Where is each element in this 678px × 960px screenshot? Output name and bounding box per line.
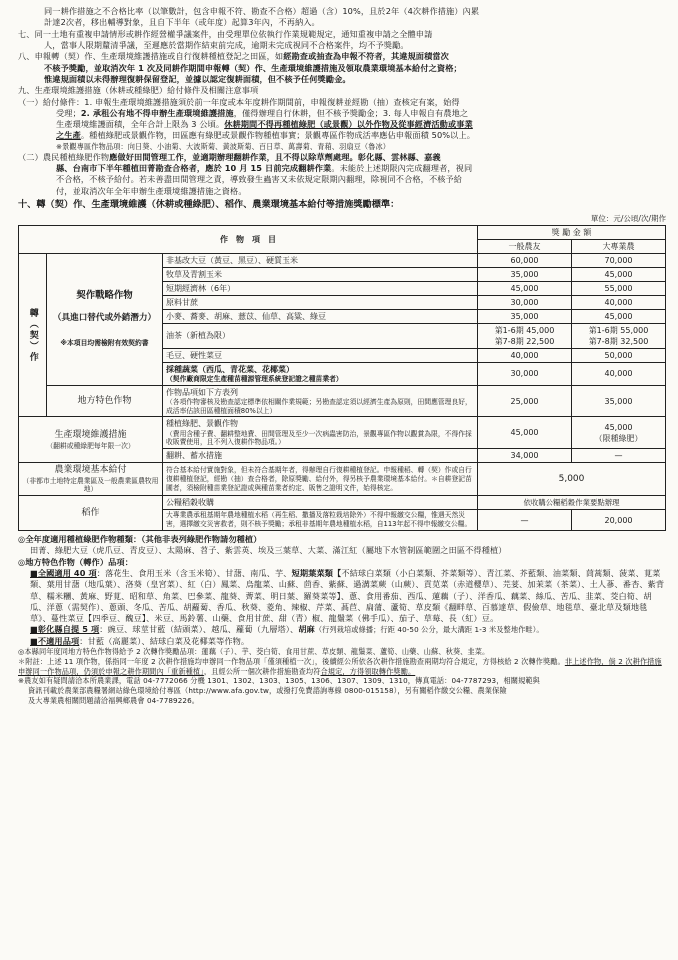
excluded-crops: ■不適用品項：甘藍（高麗菜）、結球白菜及花椰菜等作物。 [30,635,250,646]
table-header-row [19,225,666,239]
strategic-item: 採種蔬菜（西瓜、青花菜、花椰菜） （契作廠商限定生產種苗種源管理系統登記證之種苗業者） [163,362,478,385]
remark-note: ＊附註：上述 11 項作物，係指同一年度 2 次耕作措施均申辦同一作物品項「僅須種植一次」，後續經公所依各次耕作措施勘查兩期均符合規定，方得核給 2 次轉作獎勵。非上述作物，倘 2 次耕作措施申辦同一作物品項，仍須於申報之耕作期間內「重新種植」，且經公所一個次耕作措施勘查均符合規定，方得領取轉作獎勵。 [18,656,662,676]
table-row: 短期經濟林（6年） 45,000 55,000 [19,281,666,295]
rule-7-line1: 七、同一土地有重複申請情形或耕作經營權爭議案件，由受理單位依執行作業規範規定，通知重複申請之全體申請 [18,28,433,39]
green-manure-list: 田菁、綠肥大豆（虎爪豆、青皮豆）、太陽麻、苕子、紫雲英、埃及三葉草、大菜、滿江紅（屬地下水管制區範圍之田區不得種植） [30,545,507,556]
table-row: 油茶（新植為限） 第1-6期 45,000 第7-8期 22,500 第1-6期 55,000 第7-8期 32,500 [19,323,666,348]
strategic-item: 短期經濟林（6年） [163,281,478,295]
basic-payment-value: 5,000 [478,463,666,496]
basic-payment-text: 符合基本給付實施對象，但未符合基期年者，得辦理自行復耕種植登記。申報種稻、轉（契）作或自行復耕種植登記，經勘（抽）查合格者，除原獎勵、給付外，得另核予農業環境基本給付。＊自耕登記苗圃者，須檢附種苗業登記證或與種苗業者約定、販售之證明文件，始得核定。 [163,463,478,496]
strategic-item: 原料甘蔗 [163,295,478,309]
table-title: 十、轉（契）作、生產環境維護（休耕或種綠肥）、稻作、農業環境基本給付等措施獎勵標準： [18,198,400,210]
rice-item: 公糧稻穀收購 [163,496,478,510]
rule-9-2-line1: （二）農民種植綠肥作物應做好田間管理工作，並適期辦理翻耕作業，且不得以除草劑處理。彰化縣、雲林縣、嘉義 [18,151,441,162]
table-row: 採種蔬菜（西瓜、青花菜、花椰菜） （契作廠商限定生產種苗種源管理系統登記證之種苗業者） 30,000 40,000 [19,362,666,385]
contact-line1: ※農友如有疑問請洽本所農業課，電話 04-7772066 分機 1301、1302、1303、1305、1306、1307、1309、1310，傳真電話：04-7787293，相關規範與 [18,676,540,686]
national-crops-list: ■全國適用 40 項：落花生、食用玉米（含玉米筍）、甘藷、南瓜、芋、短期葉菜類【不結球白菜類（小白菜類、芥菜類等）、青江菜、芥藍類、油菜類、茼蒿類、菠菜、莧菜類、葉用甘藷（地瓜葉）、洛葵（皇宮菜）、紅（白）鳳菜、烏龍菜、山蘇、茴香、紫蘇、過溝菜蕨（山蕨）、貢苋菜（赤道櫻草）、芫荽、加茉菜（茶菜）、土人蔘、番杏、紫背草、糯米糰、黃麻、野莧、昭和草、角菜、巴參菜、龍葵、薺菜、明日葉、羅葵菜等】、蔥、食用番茄、西瓜、蓮藕（子）、洋香瓜、藕菜、絲瓜、苦瓜、韭菜、茭白筍、胡瓜、洋蔥（需契作）、蔥頭、冬瓜、苦瓜、胡蘿蔔、香瓜、秋葵、菱角、辣椒、芹菜、萵苣、扁蒲、蘆筍、草皮類《翻畔草、百慕達草、假儉草、地毯草、臺北草及類地毯草》、蔓性菜豆【四季豆、醜豆】、米豆、馬鈴薯、山藥、食用甘蔗、甜（青）椒、龍鬚菜（佛手瓜）、茄子、草莓、長（紅）豆。 [30,567,665,624]
category-convert: 轉（契）作 [19,253,47,417]
table-unit-row [18,212,666,223]
table-row: 翻耕、蓄水措施 34,000 — [19,449,666,463]
env-measures-cell: 生產環境維護措施 （翻耕或種綠肥每年限一次） [19,417,163,463]
rice-cell: 稻作 [19,496,163,531]
county-crops-list: ■彰化縣自提 5 項：豌豆、球莖甘藍（結頭菜）、越瓜、蘿蔔（九層塔）、胡麻（行列栽培或條播；行距 40-50 公分，最大溝距 1-3 米及整地作畦）。 [30,624,544,635]
table-row: 大專業農承租基期年農地種植水稻（再生稻、撒播及落粒栽培除外）不得中報繳交公糧，惟遇天然災害，選擇繳交災害救者，則不核予獎勵；承租非基期年農地種植水稻，自113年起不得申報繳交公糧。 — 20,000 [19,510,666,531]
table-row [19,463,666,496]
header-amount: 獎 勵 金 額 [478,225,666,239]
table-row: 毛豆、硬性菜豆 40,000 50,000 [19,348,666,362]
table-row: 生產環境維護措施 （翻耕或種綠肥每年限一次） 種植綠肥、景觀作物 （費用含種子費、翻耕整地費、田間管理及至少一次病蟲害防治，景觀專區作物以觀賞為限，不得作採收販賣使用，且不列入復耕作物品項。） 45,000 45,000 （限種綠肥） [19,417,666,449]
incentive-table: 作 物 項 目 獎 勵 金 額 一般農友 大專業農 轉（契）作 契作戰略作物 （具進口替代或外銷潛力） ※本項目均需檢附有效契約書 非基改大豆（黃豆、黑豆）、硬質玉米 60,000 70,000 牧草及青割玉米 35,000 45,000 短期經濟林（6年） 45,000 55,000 原料甘蔗 30,000 40,000 小麥、蕎麥、胡麻、薏苡、仙草、高粱、綠豆 35,000 45,000 油茶（新植為限） 第1-6期 45,000 第7-8期 22,500 第1-6期 55,000 第7-8期 32,500 毛豆、硬性菜豆 40,000 50,000 採種蔬菜（西瓜、青花菜、花椰菜） （契作廠商限定生產種苗種源管理系統登記證之種苗業者） 30,000 40,000 地方特色作物 作物品項如下方表列 （各項作物審核及勘查認定標準依相關作業規範；另勘查認定須以經濟生產為原則，田間應管理良好，成活率佔該田區種植面積80%以上） 25,000 35,000 生產環境維護措施 （翻耕或種綠肥每年限一次） 種植綠肥、景觀作物 （費用含種子費、翻耕整地費、田間管理及至少一次病蟲害防治，景觀專區作物以觀賞為限，不得作採收販賣使用，且不列入復耕作物品項。） 45,000 45,000 （限種綠肥） 翻耕、蓄水措施 34,000 — 農業環境基本給付 （非都市土地特定農業區及一般農業區農牧用地） 符合基本給付實施對象，但未符合基期年者，得辦理自行復耕種植登記。申報種稻、轉（契）作或自行復耕種植登記，經勘（抽）查合格者，除原獎勵、給付外，得另核予農業環境基本給付。＊自耕登記苗圃者，須檢附種苗業登記證或與種苗業者約定、販售之證明文件，始得核定。 5,000 稻作 公糧稻穀收購 依收購公糧稻穀作業要點辦理 大專業農承租基期年農地種植水稻（再生稻、撒播及落粒栽培除外）不得中報繳交公糧，惟遇天然災害，選擇繳交災害救者，則不核予獎勵；承租非基期年農地種植水稻，自113年起不得申報繳交公糧。 — 20,000 [18,225,666,531]
local-crops-item: 作物品項如下方表列 （各項作物審核及勘查認定標準依相關作業規範；另勘查認定須以經濟生產為原則，田間應管理良好，成活率佔該田區種植面積80%以上） [163,385,478,417]
header-item: 作 物 項 目 [19,225,478,253]
table-row: 轉（契）作 契作戰略作物 （具進口替代或外銷潛力） ※本項目均需檢附有效契約書 非基改大豆（黃豆、黑豆）、硬質玉米 60,000 70,000 [19,253,666,267]
rule-8-line2: 不核予獎勵，並取消次年 1 次及同耕作期間申報轉（契）作、生產環境維護措施及領取農業環境基本給付之資格； [44,62,462,73]
strategic-item: 毛豆、硬性菜豆 [163,348,478,362]
rule-8-line1: 八、申報轉（契）作、生產環境維護措施或自行復耕種植登記之田區，如經勘查或抽查為申報不符者，其違規面積當次 [18,51,449,62]
env-item: 翻耕、蓄水措施 [163,449,478,463]
rule-9-2-line4: 付，並取消次年全年申辦生產環境維護措施之資格。 [56,185,247,196]
header-general-farmer: 一般農友 [478,239,572,253]
strategic-crops-cell: 契作戰略作物 （具進口替代或外銷潛力） ※本項目均需檢附有效契約書 [47,253,163,385]
rule-9-1-line2: 受理；2. 承租公有地不得申辦生產環境維護措施，僅得辦理自行休耕，但不核予獎勵金；3. 每人申報自有農地之 [56,107,469,118]
green-manure-heading: ◎全年度適用種植綠肥作物種類：（其他非表列綠肥作物請勿種植） [18,533,262,544]
basic-payment-cell: 農業環境基本給付 （非都市土地特定農業區及一般農業區農牧用地） [19,463,163,496]
table-unit: 單位：元/公頃/次/期作 [590,213,666,223]
landscape-crops-note: ※景觀專區作物品項：向日葵、小油菊、大波斯菊、黃波斯菊、百日草、萬壽菊、青葙、羽扇豆（魯冰） [56,141,391,151]
rule-9-2-line3: 不合格，不核予給付。若未善盡田間管理之責，導致發生蟲害又未依規定限期內翻理，除視同不合格，不核予給 [56,174,463,185]
rule-9-1-line3: 生產環境維護面積，全年合計上限為 3 公頃。休耕期間不得再種植綠肥（或景觀）以外作物及從事經濟活動或事業 [56,119,473,130]
contact-line2: 資訊刊載於農業部農糧署網站綠色環境給付專區（http://www.afa.gov.tw，或撥打免費諮詢專線 0800-015158），另有關稻作繳交公糧、農業保險 [28,685,507,695]
rule-9-heading: 九、生產環境維護措施（休耕或種綠肥）給付條件及相關注意事項 [18,85,259,96]
strategic-item: 小麥、蕎麥、胡麻、薏苡、仙草、高粱、綠豆 [163,309,478,323]
table-row: 牧草及青割玉米 35,000 45,000 [19,267,666,281]
contact-line3: 及大專業農相關問題請洽福興鄉農會 04-7789226。 [28,695,200,705]
table-row: 小麥、蕎麥、胡麻、薏苡、仙草、高粱、綠豆 35,000 45,000 [19,309,666,323]
strategic-item: 牧草及青割玉米 [163,267,478,281]
rule-6-line1: 同一耕作措施之不合格比率（以筆數計，包含申報不符、勘查不合格）超過（含）10%，且於2年（4次耕作措施）內累 [44,6,480,16]
strategic-item: 油茶（新植為限） [163,323,478,348]
table-row: 原料甘蔗 30,000 40,000 [19,295,666,309]
bottom-section [18,534,666,705]
env-item: 種植綠肥、景觀作物 （費用含種子費、翻耕整地費、田間管理及至少一次病蟲害防治，景觀專區作物以觀賞為限，不得作採收販賣使用，且不列入復耕作物品項。） [163,417,478,449]
rule-9-2-line2: 縣、台南市下半年種植田菁勘查合格者，應於 10 月 15 日前完成翻耕作業。未能於上述期限內完成翻理者，視同 [56,163,473,173]
rice-item: 大專業農承租基期年農地種植水稻（再生稻、撒播及落粒栽培除外）不得中報繳交公糧，惟遇天然災害，選擇繳交災害救者，則不核予獎勵；承租非基期年農地種植水稻，自113年起不得申報繳交公糧。 [163,510,478,531]
local-crops-heading: ◎地方特色作物（轉作）品項： [18,556,133,567]
rule-7-line2: 人，當事人限期釐清爭議，至遲應於當期作結束前完成，逾期未完成視同不合格案件，均不予獎勵。 [44,39,409,50]
rule-6-line2: 計達2次者，移出輔導對象，且自下半年（或年度）起算3年內，不再納入。 [44,17,320,28]
double-reward-note: ◎本縣同年度同地方特色作物得給予 2 次轉作獎勵品項：蓮藕（子）、芋、茭白筍、食用甘蔗、草皮類、龍鬚菜、蘆筍、山藥、山蘇、秋葵、韭菜。 [18,647,490,657]
rule-9-1-line4: 之生產。種植綠肥或景觀作物，田區應有綠肥或景觀作物種植事實；景觀專區作物成活率應佔申報面積 50%以上。 [56,130,476,141]
header-large-farmer: 大專業農 [572,239,666,253]
rule-8-line3: 惟違規面積以未得辦理復耕保留登記，並據以認定復耕面積，但不核予任何獎勵金。 [44,73,351,84]
intro-section [18,6,666,197]
strategic-item: 非基改大豆（黃豆、黑豆）、硬質玉米 [163,253,478,267]
table-row: 稻作 公糧稻穀收購 依收購公糧稻穀作業要點辦理 [19,496,666,510]
local-crops-cell: 地方特色作物 [47,385,163,417]
rule-9-1-line1: （一）給付條件：1. 申報生產環境維護措施須於前一年度或本年度耕作期間前，申報復耕並經勘（抽）查核定有案，始得 [18,96,460,107]
